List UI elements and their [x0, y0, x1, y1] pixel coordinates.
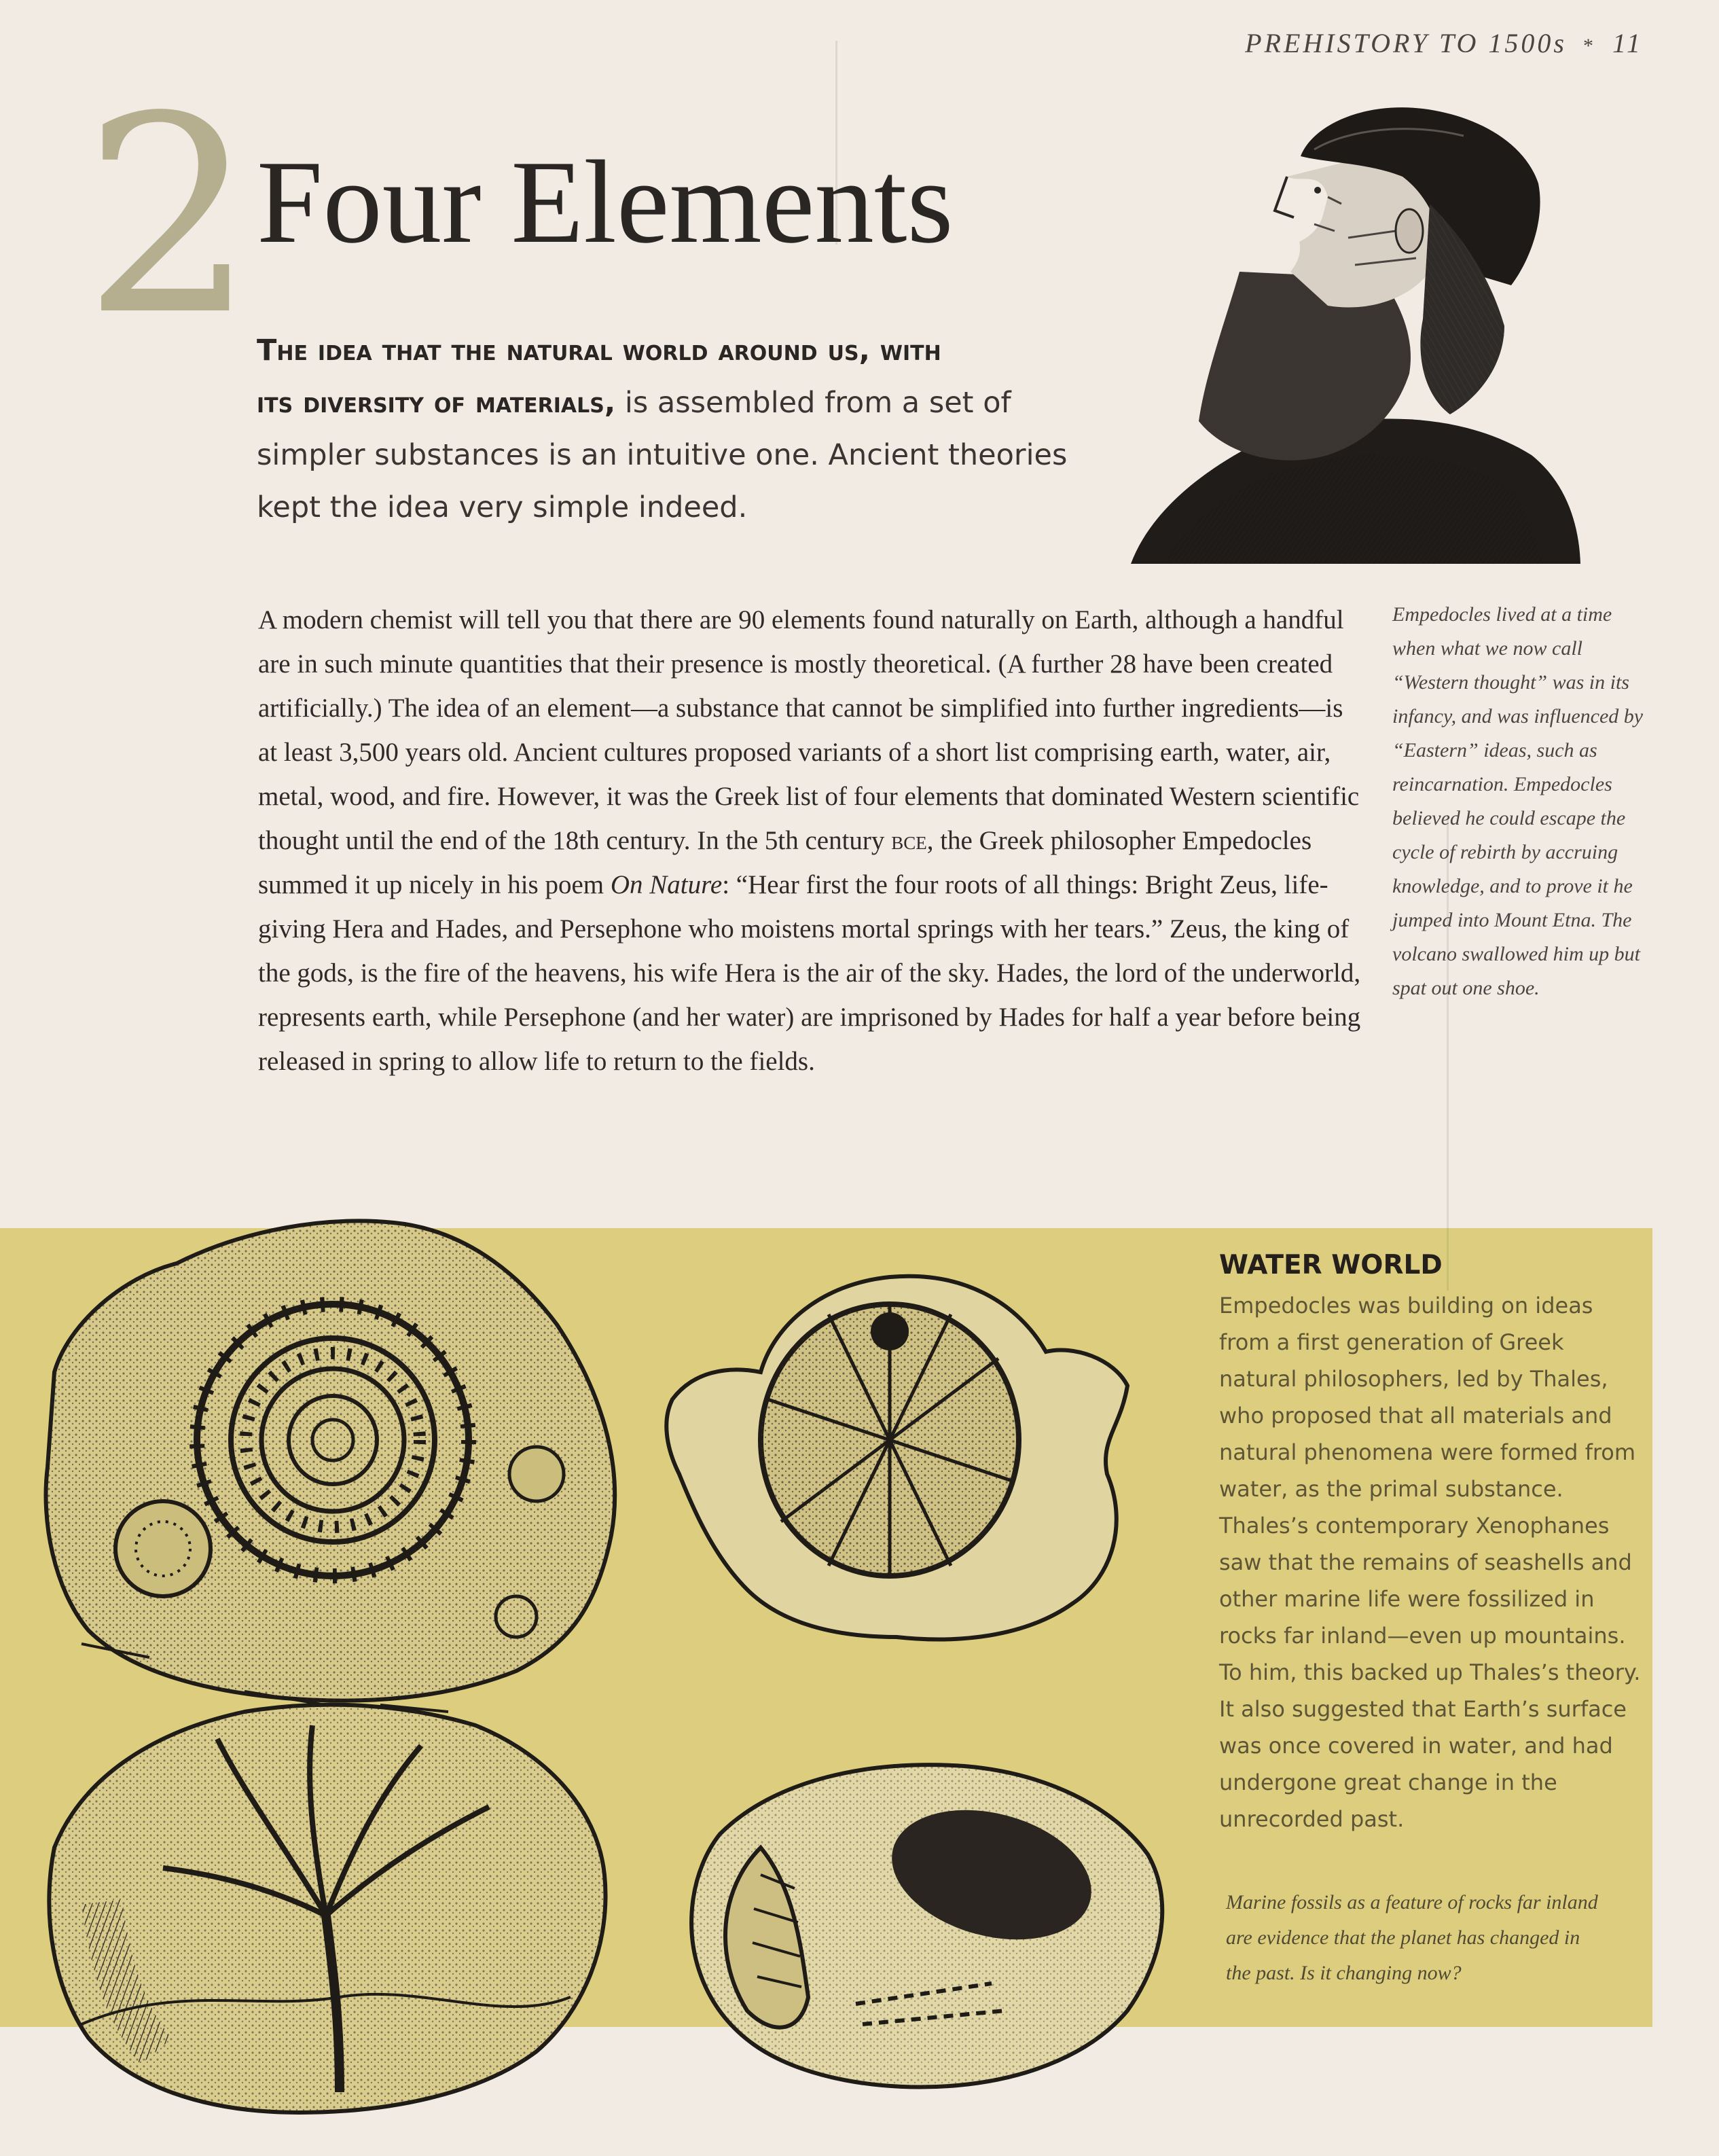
separator: *: [1582, 35, 1596, 57]
lede-text: is assembled from a set of simpler substances is an intuitive one. Ancient theories kept the idea very simple indeed.: [257, 386, 1068, 524]
crinoid-fossil: [49, 1705, 605, 2113]
portrait-caption: Empedocles lived at a time when what we now call “Western thought” was in its infancy, and was influenced by “Eastern” ideas, such as reincarnation. Empedocles believed he could escape the cycle of rebirth by accruing knowledge, and to prove it he jumped into Mount Etna. The volcano swallowed him up but spat out one shoe.: [1392, 603, 1644, 999]
lede-paragraph: [257, 325, 1106, 534]
chapter-title: Four Elements: [257, 136, 954, 268]
page-number: 11: [1612, 28, 1643, 58]
running-head: [1245, 27, 1643, 59]
fossils-caption: Marine fossils as a feature of rocks far inland are evidence that the planet has changed in the past. Is it changing now?: [1226, 1891, 1598, 1984]
body-text-part-1: A modern chemist will tell you that there are 90 elements found naturally on Earth, although a handful are in such minute quantities that their presence is mostly theoretical. (A further 28 have been created artificially.) The idea of an element—a substance that cannot be simplified into further ingredients—is at least 3,500 years old. Ancient cultures proposed variants of a short list comprising earth, water, air, metal, wood, and fire. However, it was the Greek list of four elements that dominated Western scientific thought until the end of the 18th century. In the 5th century: [258, 605, 1360, 855]
lede-caps-line-1: The idea that the natural world around us, with: [257, 334, 941, 367]
trilobite-fossil: [691, 1765, 1162, 2087]
body-text-part-3: : “Hear first the four roots of all things: Bright Zeus, life-giving Hera and Hades, and Persephone who moistens mortal springs with her tears.” Zeus, the king of the gods, is the fire of the heavens, his wife Hera is the air of the sky. Hades, the lord of the underworld, represents earth, while Persephone (and her water) are imprisoned by Hades for half a year before being released in spring to allow life to return to the fields.: [258, 870, 1361, 1076]
body-text-part-2: , the Greek philosopher Empedocles summed it up nicely in his poem: [258, 826, 1312, 899]
section-name: PREHISTORY TO 1500s: [1245, 28, 1567, 58]
fossil-illustrations: [41, 1168, 1195, 2133]
ammonite-fossil: [46, 1221, 615, 1712]
water-world-box: [1219, 1250, 1654, 1837]
poem-title: On Nature: [610, 870, 723, 899]
sidebar-text: Empedocles was building on ideas from a first generation of Greek natural philosophers, led by Thales, who proposed that all materials and natural phenomena were formed from water, as the primal substance. Thales’s contemporary Xenophanes saw that the remains of seashells and other marine life were fossilized in rocks far inland—even up mountains. To him, this backed up Thales’s theory. It also suggested that Earth’s surface was once covered in water, and had undergone great change in the unrecorded past.: [1219, 1293, 1641, 1832]
body-paragraph: [258, 598, 1362, 1083]
sea-urchin-fossil: [666, 1276, 1127, 1640]
page-crease: [835, 41, 837, 245]
page-crease: [1447, 815, 1449, 1291]
era-abbreviation: bce: [891, 826, 927, 855]
sidebar-title: WATER WORLD: [1219, 1250, 1443, 1280]
chapter-number: 2: [83, 59, 256, 375]
empedocles-portrait: [1124, 102, 1586, 571]
lede-caps-line-2: its diversity of materials,: [257, 386, 616, 420]
